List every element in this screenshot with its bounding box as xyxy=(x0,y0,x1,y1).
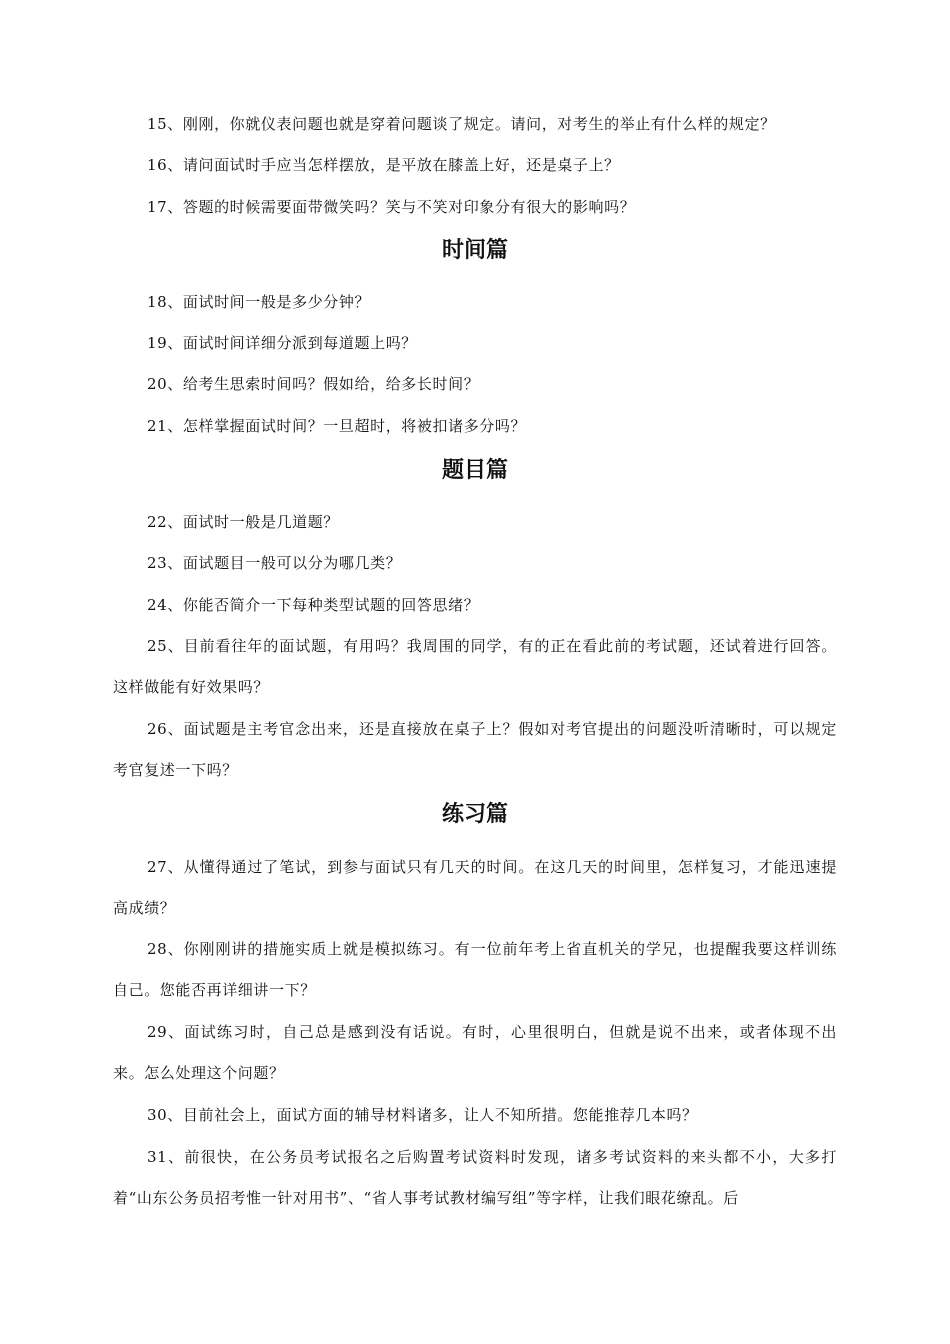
question-15: 15、刚刚，你就仪表问题也就是穿着问题谈了规定。请问，对考生的举止有什么样的规定？ xyxy=(147,115,776,133)
question-26: 26、面试题是主考官念出来，还是直接放在桌子上？假如对考官提出的问题没听清晰时，可以规定考官复述一下吗？ xyxy=(113,720,837,779)
question-25: 25、目前看往年的面试题，有用吗？我周围的同学，有的正在看此前的考试题，还试着进行回答。这样做能有好效果吗？ xyxy=(113,637,837,696)
question-18: 18、面试时间一般是多少分钟？ xyxy=(147,293,371,311)
question-21: 21、怎样掌握面试时间？一旦超时，将被扣诸多分吗？ xyxy=(147,417,527,435)
question-22: 22、面试时一般是几道题？ xyxy=(147,513,339,531)
question-31: 31、前很快，在公务员考试报名之后购置考试资料时发现，诸多考试资料的来头都不小，大多打着“山东公务员招考惟一针对用书”、“省人事考试教材编写组”等字样，让我们眼花缭乱。后 xyxy=(113,1148,837,1207)
question-29: 29、面试练习时，自己总是感到没有话说。有时，心里很明白，但就是说不出来，或者体现不出来。怎么处理这个问题？ xyxy=(113,1023,837,1082)
question-30: 30、目前社会上，面试方面的辅导材料诸多，让人不知所措。您能推荐几本吗？ xyxy=(147,1106,698,1124)
question-27: 27、从懂得通过了笔试，到参与面试只有几天的时间。在这几天的时间里，怎样复习，才能迅速提高成绩？ xyxy=(113,858,837,917)
question-17: 17、答题的时候需要面带微笑吗？笑与不笑对印象分有很大的影响吗？ xyxy=(147,198,636,216)
question-16: 16、请问面试时手应当怎样摆放，是平放在膝盖上好，还是桌子上？ xyxy=(147,156,620,174)
question-28: 28、你刚刚讲的措施实质上就是模拟练习。有一位前年考上省直机关的学兄，也提醒我要这样训练自己。您能否再详细讲一下？ xyxy=(113,940,837,999)
section-heading-time: 时间篇 xyxy=(441,238,508,263)
section-heading-practice: 练习篇 xyxy=(441,802,508,827)
section-heading-questions: 题目篇 xyxy=(441,458,508,483)
question-20: 20、给考生思索时间吗？假如给，给多长时间？ xyxy=(147,375,480,393)
question-19: 19、面试时间详细分派到每道题上吗？ xyxy=(147,334,417,352)
question-23: 23、面试题目一般可以分为哪几类？ xyxy=(147,554,402,572)
question-24: 24、你能否简介一下每种类型试题的回答思绪？ xyxy=(147,596,480,614)
